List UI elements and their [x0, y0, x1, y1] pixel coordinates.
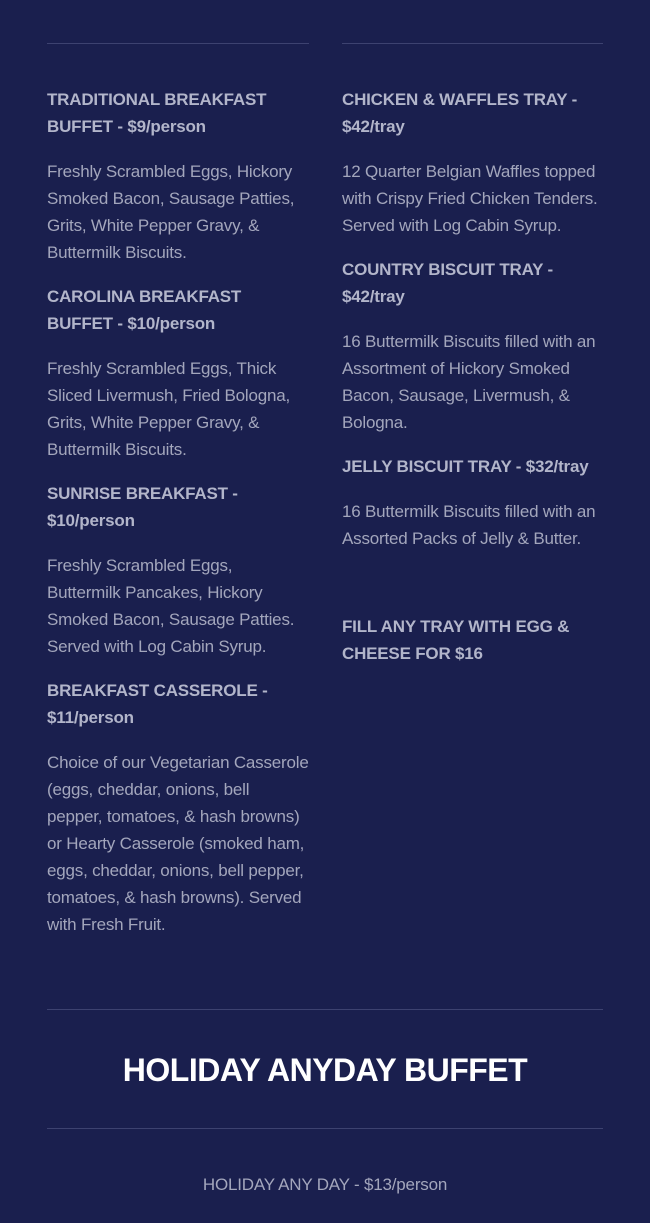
menu-item-title: CHICKEN & WAFFLES TRAY - $42/tray: [342, 90, 578, 136]
section-divider-bottom: [47, 1128, 603, 1129]
menu-item-description: Freshly Scrambled Eggs, Buttermilk Pancakes, Hickory Smoked Bacon, Sausage Patties. Served with Log Cabin Syrup.: [47, 556, 295, 656]
tray-addon-note: FILL ANY TRAY WITH EGG & CHEESE FOR $16: [342, 617, 570, 663]
section-divider-top: [47, 1009, 603, 1010]
menu-item-description: 16 Buttermilk Biscuits filled with an Assortment of Hickory Smoked Bacon, Sausage, Livermush, & Bologna.: [342, 332, 596, 432]
top-divider-left: [47, 43, 309, 44]
menu-item-title: TRADITIONAL BREAKFAST BUFFET - $9/person: [47, 90, 267, 136]
menu-item-description: 12 Quarter Belgian Waffles topped with Crispy Fried Chicken Tenders. Served with Log Cabin Syrup.: [342, 162, 598, 235]
menu-item-description: Freshly Scrambled Eggs, Thick Sliced Livermush, Fried Bologna, Grits, White Pepper Gravy, & Buttermilk Biscuits.: [47, 359, 291, 459]
section-heading: HOLIDAY ANYDAY BUFFET: [122, 1052, 528, 1088]
breakfast-buffet-column: [47, 86, 309, 938]
menu-item-title: COUNTRY BISCUIT TRAY - $42/tray: [342, 260, 553, 306]
menu-item-title: BREAKFAST CASSEROLE - $11/person: [47, 681, 268, 727]
menu-item-title: SUNRISE BREAKFAST - $10/person: [47, 484, 238, 530]
menu-item-description: 16 Buttermilk Biscuits filled with an Assorted Packs of Jelly & Butter.: [342, 502, 596, 548]
menu-item-description: Choice of our Vegetarian Casserole (eggs, cheddar, onions, bell pepper, tomatoes, & hash browns) or Hearty Casserole (smoked ham, eggs, cheddar, onions, bell pepper, tomatoes, & hash browns). Served with Fresh Fruit.: [47, 753, 309, 934]
menu-item-description: Freshly Scrambled Eggs, Hickory Smoked Bacon, Sausage Patties, Grits, White Pepper Gravy, & Buttermilk Biscuits.: [47, 162, 295, 262]
tray-column: [342, 86, 604, 667]
menu-item-title: JELLY BISCUIT TRAY - $32/tray: [342, 457, 589, 476]
top-divider-right: [342, 43, 603, 44]
menu-item-title: CAROLINA BREAKFAST BUFFET - $10/person: [47, 287, 242, 333]
holiday-buffet-price: HOLIDAY ANY DAY - $13/person: [202, 1175, 448, 1194]
